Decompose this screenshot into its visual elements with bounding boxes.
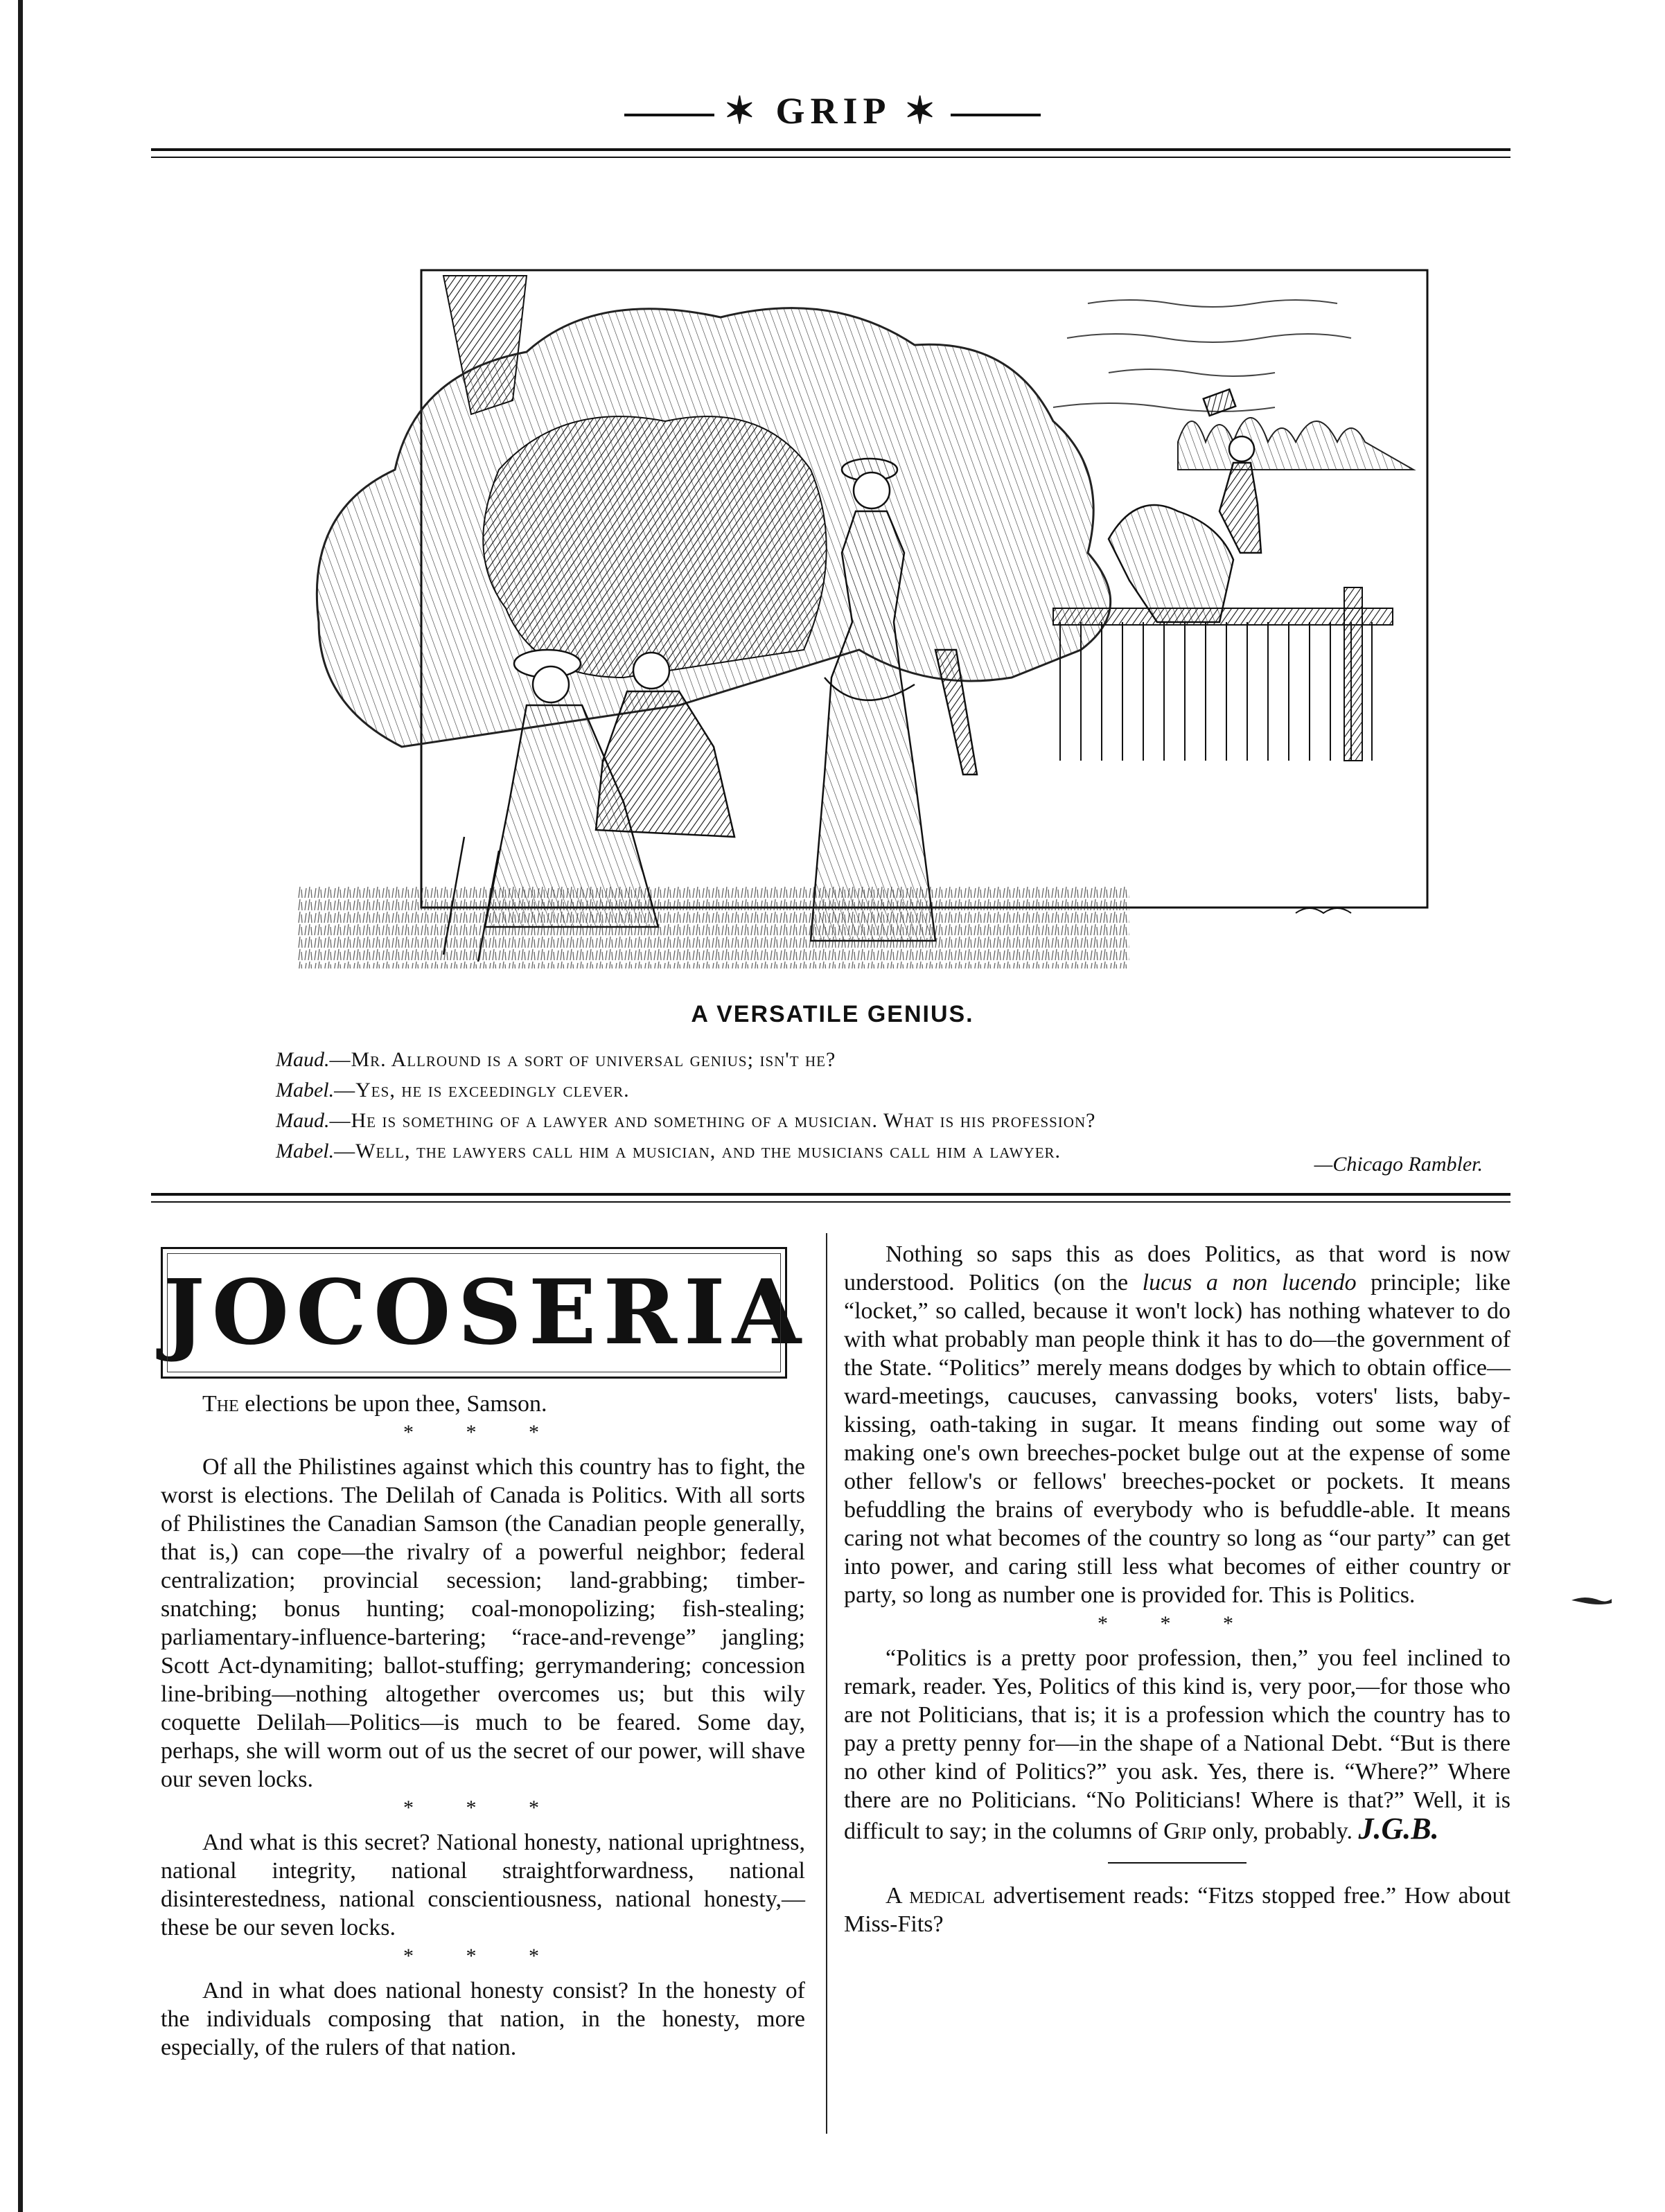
star-icon: ✶ [723,90,761,132]
star-icon: ✶ [904,90,942,132]
speaker-name: Maud. [276,1048,330,1071]
author-signature: J.G.B. [1358,1812,1439,1846]
jocoseria-heading-box [161,1247,808,1379]
dialogue-line [276,1106,1495,1136]
header-rule [151,148,1510,151]
paragraph [844,1882,1510,1938]
section-stars: * * * [1098,1612,1257,1635]
dialogue-text: —Mr. Allround is a sort of universal genius; isn't he? [329,1048,836,1071]
section-stars: * * * [403,1796,563,1819]
paragraph-text: only, probably. [1206,1819,1353,1844]
masthead-rule-right [951,114,1041,116]
paragraph-text: principle; like “locket,” so called, because it won't lock) has nothing whatever to do with what probably man people think it has to do—the government of the State. “Politics” merely means dodges by which to obtain office—ward-meetings, caucuses, canvassing books, voters' lists, baby-kissing, oath-taking in sugar. It means finding out some way of making one's own breeches-pocket bulge out at the expense of some other fellow's or fellows' breeches-pocket or pockets. It means befuddling the brains of everybody who is befuddle-able. It means caring not what becomes of the country so long as “our party” can get into power, and caring still less what becomes of either country or party, so long as number one is provided for. This is Politics. [844,1270,1510,1608]
masthead [0,89,1665,132]
dialogue-line [276,1045,1495,1075]
cartoon-dialogue [276,1045,1495,1167]
small-caps-lead: A medical [886,1883,985,1909]
cartoon-illustration [236,262,1434,996]
paragraph [844,1240,1510,1609]
dialogue-line [276,1075,1495,1106]
section-stars: * * * [403,1945,563,1967]
right-column [844,1240,1510,1938]
dialogue-text: —Well, the lawyers call him a musician, and the musicians call him a lawyer. [334,1140,1061,1162]
speaker-name: Mabel. [276,1140,335,1162]
column-divider [826,1233,827,2134]
paragraph [844,1644,1510,1846]
lead-line [161,1390,805,1418]
latin-phrase: lucus a non lucendo [1142,1270,1357,1295]
speaker-name: Mabel. [276,1079,335,1101]
paragraph: And in what does national honesty consist? In the honesty of the individuals composing that nation, in the honesty, more especially, of the rulers of that nation. [161,1978,805,2060]
masthead-rule-left [624,114,714,116]
jocoseria-heading: JOCOSERIA [163,1261,808,1365]
section-rule [151,1193,1510,1196]
speaker-name: Maud. [276,1109,330,1132]
paragraph-text: Nothing so saps this as does Politics, as that word is now understood. Politics (on the [844,1241,1510,1295]
section-stars: * * * [403,1421,563,1444]
dialogue-text: —He is something of a lawyer and something of a musician. What is his profession? [329,1109,1096,1132]
page-binding-edge [18,0,23,2212]
paragraph-text: “Politics is a pretty poor profession, then,” you feel inclined to remark, reader. Yes, Politics of this kind is, very poor,—for those who are not Politicians, that is; it is a profession which the country has to pay a pretty penny for—in the shape of a National Debt. “But is there no other kind of Politics?” you ask. Yes, there is. “Where?” Where there are no Politicians. “No Politicians! Where is that?” Well, it is difficult to say; in the columns of [844,1645,1510,1844]
paragraph: Of all the Philistines against which this country has to fight, the worst is elections. The Delilah of Canada is Politics. With all sorts of Philistines the Canadian Samson (the Canadian people generally, that is,) can cope—the rivalry of a powerful neighbor; federal centralization; provincial secession; land-grabbing; timber-snatching; bonus hunting; coal-monopolizing; fish-stealing; parliamentary-influence-bartering; “race-and-revenge” jangling; Scott Act-dynamiting; ballot-stuffing; gerrymandering; concession line-bribing—nothing altogether overcomes us; but this wily coquette Delilah—Politics—is much to be feared. Some day, perhaps, she will worm out of us the secret of our power, will shave our seven locks. [161,1454,805,1792]
lead-text: elections be upon thee, Samson. [238,1391,547,1417]
grip-name: Grip [1163,1819,1207,1844]
dialogue-text: —Yes, he is exceedingly clever. [334,1079,630,1101]
masthead-title: GRIP [775,90,890,132]
lead-first-word: The [202,1391,239,1417]
ink-smudge-icon [1571,1595,1612,1606]
paragraph-text: advertisement reads: “Fitzs stopped free.” How about Miss-Fits? [844,1883,1510,1937]
short-rule [1108,1862,1246,1864]
left-column [161,1240,808,2062]
cartoon-title: A VERSATILE GENIUS. [691,1001,974,1027]
cartoon-source: —Chicago Rambler. [1314,1153,1483,1176]
paragraph: And what is this secret? National honesty, national uprightness, national integrity, national straightforwardness, national disinterestedness, national conscientiousness, national honesty,—these be our seven locks. [161,1830,805,1940]
